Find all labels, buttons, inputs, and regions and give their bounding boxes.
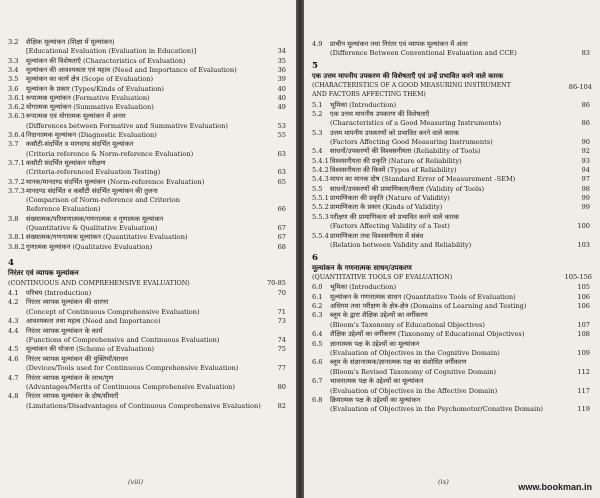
toc-entry-page: 83 <box>581 49 590 58</box>
toc-entry-number: 6.8 <box>312 396 323 404</box>
toc-entry-page: 86 <box>581 100 590 109</box>
toc-entry-text: कसौटी संदर्भित मूल्यांकन परीक्षण <box>26 158 106 167</box>
toc-entry-text: (Bloom's Taxonomy of Educational Objectives) <box>330 320 485 329</box>
toc-entry-text: निरंतर व्यापक मूल्यांकन के लाभ/गुण <box>26 373 114 382</box>
toc-entry-page: 90 <box>581 138 590 146</box>
left-folio: (viii) <box>128 478 143 486</box>
toc-entry-number: 4.5 <box>8 345 19 354</box>
toc-entry-number: 5.4.3 <box>312 175 329 184</box>
toc-entry-number: 6.7 <box>312 377 323 386</box>
toc-entry-page: 65 <box>277 177 286 186</box>
toc-entry-text: परीक्षण की प्रामाणिकता को प्रभावित करने वाले कारक <box>330 212 459 221</box>
toc-entry-number: 6.6 <box>312 358 323 367</box>
toc-entry-text: मापन का मानक दोष (Standard Error of Measurement -SEM) <box>330 175 516 184</box>
toc-entry-page: 77 <box>277 364 286 373</box>
toc-entry-number: 4.4 <box>8 326 19 335</box>
toc-entry-page: 75 <box>277 345 286 354</box>
toc-entry-text: भूमिका (Introduction) <box>330 283 397 292</box>
chapter-number: 5 <box>312 60 318 71</box>
website-watermark: www.bookman.in <box>518 482 592 492</box>
toc-entry-number: 3.6.1 <box>8 93 25 102</box>
toc-entry-number: 3.6 <box>8 84 19 93</box>
toc-entry-number: 3.7.3 <box>8 186 25 195</box>
toc-entry-text: मूल्यांकन की विशेषताएँ (Characteristics of Evaluation) <box>26 56 186 65</box>
toc-entry-page: 34 <box>277 47 286 56</box>
toc-entry-number: 4.3 <box>8 317 19 326</box>
chapter-number: 4 <box>8 257 14 268</box>
toc-entry-number: 6.2 <box>312 302 323 310</box>
toc-entry-text: परिचय (Introduction) <box>26 288 92 297</box>
toc-entry-text: आवश्यकता तथा महत्व (Need and Importance) <box>26 317 161 326</box>
toc-entry-page: 99 <box>581 203 590 212</box>
chapter-page-range: 105-156 <box>564 273 592 282</box>
toc-entry-page: 103 <box>577 240 590 249</box>
toc-entry-page: 109 <box>577 349 590 357</box>
chapter-title-english: (QUANTITATIVE TOOLS OF EVALUATION) <box>312 273 453 282</box>
toc-entry-text: मानक/मानदण्ड संदर्भित मूल्यांकन (Norm-reference Evaluation) <box>26 177 205 186</box>
toc-entry-text: Reference Evaluation) <box>26 205 101 214</box>
chapter-title-english-2: AND FACTORS AFFECTING THEM) <box>312 90 426 98</box>
toc-entry-text: संख्यात्मक/परिमाणात्मक/गणनात्मक व गुणात्मक मूल्यांकन <box>26 214 164 223</box>
left-page <box>0 0 296 498</box>
toc-entry-page: 98 <box>581 184 590 193</box>
toc-entry-text: (Advantages/Merits of Continuous Comprehensive Evaluation) <box>26 382 235 391</box>
toc-entry-text: शैक्षिक उद्देश्यों का वर्गीकरण (Taxonomy of Educational Objectives) <box>330 330 525 339</box>
toc-entry-text: निरंतर व्यापक मूल्यांकन की युक्तियाँ/साधन <box>26 354 128 363</box>
toc-entry-page: 94 <box>581 166 590 175</box>
toc-entry-page: 82 <box>277 401 286 410</box>
toc-entry-number: 3.8 <box>8 214 19 223</box>
toc-entry-number: 5.4 <box>312 147 323 156</box>
toc-entry-page: 63 <box>277 168 286 177</box>
book-gutter <box>296 0 304 498</box>
toc-entry-number: 3.7 <box>8 140 19 149</box>
toc-entry-page: 86 <box>581 119 590 128</box>
toc-entry-text: निरंतर व्यापक मूल्यांकन के दोष/सीमाएँ <box>26 392 119 401</box>
toc-entry-number: 4.1 <box>8 288 19 297</box>
right-folio: (ix) <box>438 478 449 486</box>
toc-entry-text: संख्यात्मक/गणनात्मक मूल्यांकन (Quantitative Evaluation) <box>26 233 188 242</box>
toc-entry-page: 108 <box>577 330 590 339</box>
toc-entry-page: 71 <box>277 307 286 316</box>
toc-entry-page: 40 <box>277 93 286 102</box>
chapter-title-hindi: निरंतर एवं व्यापक मूल्यांकन <box>8 267 79 277</box>
toc-entry-text: (Relation between Validity and Reliability) <box>330 240 472 249</box>
toc-entry-page: 66 <box>277 205 286 214</box>
toc-entry-page: 92 <box>581 147 590 156</box>
toc-entry-number: 5.4.2 <box>312 166 329 175</box>
toc-entry-page: 99 <box>581 194 590 203</box>
toc-entry-page: 117 <box>577 386 590 395</box>
toc-entry-text: (Differences between Formative and Summative Evaluation) <box>26 121 228 130</box>
toc-entry-text: (Criteria-referenced Evaluation Testing) <box>26 168 161 177</box>
toc-entry-text: विश्वसनीयता की किस्में (Types of Reliability) <box>330 166 457 175</box>
toc-entry-page: 106 <box>577 302 590 310</box>
toc-entry-text: (Functions of Comprehensive and Continuous Evaluation) <box>26 335 220 344</box>
chapter-title-english: (CHARACTERISTICS OF A GOOD MEASURING INSTRUMENT <box>312 81 511 89</box>
toc-entry-page: 107 <box>577 320 590 329</box>
toc-entry-text: [Educational Evaluation (Evaluation in Education)] <box>26 47 197 56</box>
toc-entry-text: (Bloom's Revised Taxonomy of Cognitive Domain) <box>330 367 497 376</box>
toc-entry-page: 70 <box>277 288 286 297</box>
toc-entry-text: प्रामाणिकता तथा विश्वसनीयता में संबंध <box>330 231 424 240</box>
toc-entry-number: 6.1 <box>312 292 323 301</box>
toc-entry-text: (Factors Affecting Good Measuring Instruments) <box>330 138 493 146</box>
toc-entry-text: निदानात्मक मूल्यांकन (Diagnostic Evaluation) <box>26 131 157 139</box>
toc-entry-text: शैक्षिक मूल्यांकन (शिक्षा में मूल्यांकन) <box>26 38 115 46</box>
toc-entry-number: 3.2 <box>8 38 19 46</box>
toc-entry-number: 3.6.3 <box>8 112 25 121</box>
chapter-title-hindi: एक उत्तम मापनीय उपकरण की विशेषताएँ एवं उन्हें प्रभावित करने वाले कारक <box>312 71 504 80</box>
toc-entry-number: 3.5 <box>8 75 19 84</box>
toc-entry-text: प्रामाणिकता की प्रकृति (Nature of Validity) <box>330 194 450 203</box>
toc-entry-text: मूल्यांकन की योजना (Scheme of Evaluation) <box>26 345 155 354</box>
toc-entry-text: अधिगम तथा परीक्षण के क्षेत्र-क्षेत्र (Domains of Learning and Testing) <box>330 302 527 310</box>
toc-entry-page: 67 <box>277 233 286 242</box>
toc-entry-number: 3.3 <box>8 56 19 65</box>
right-page <box>304 0 600 498</box>
chapter-number: 6 <box>312 253 318 264</box>
toc-entry-number: 6.5 <box>312 339 323 348</box>
toc-entry-text: (Evaluation of Objectives in the Psychomotor/Conative Domain) <box>330 405 543 414</box>
toc-entry-text: (Criteria reference & Norm-reference Evaluation) <box>26 149 194 158</box>
toc-entry-number: 5.5.4 <box>312 231 329 240</box>
toc-entry-number: 3.7.2 <box>8 177 25 186</box>
toc-entry-text: ब्लूम के संज्ञानात्मक/ज्ञानात्मक पक्ष का संशोधित वर्गीकरण <box>330 358 467 367</box>
toc-entry-page: 49 <box>277 103 286 112</box>
toc-entry-page: 105 <box>577 283 590 292</box>
toc-entry-text: मानदण्ड संदर्भित व कसौटी संदर्भित मूल्यांकन की तुलना <box>26 186 158 195</box>
toc-entry-number: 4.6 <box>8 354 19 363</box>
toc-entry-text: निरंतर व्यापक मूल्यांकन के कार्य <box>26 326 103 335</box>
toc-entry-page: 112 <box>577 367 590 376</box>
toc-entry-text: योगात्मक मूल्यांकन (Summative Evaluation) <box>26 103 154 112</box>
toc-entry-number: 3.8.2 <box>8 242 25 251</box>
toc-entry-page: 93 <box>581 156 590 165</box>
toc-entry-text: प्राचीन मूल्यांकन तथा निरंतर एवं व्यापक मूल्यांकन में अंतर <box>330 40 468 48</box>
toc-entry-page: 80 <box>277 382 286 391</box>
toc-entry-text: विश्वसनीयता की प्रकृति (Nature of Reliability) <box>330 156 462 165</box>
toc-entry-number: 5.2 <box>312 109 323 118</box>
toc-entry-text: साधनों/उपकरणों की प्रामाणिकता/वैधता (Validity of Tools) <box>330 184 485 193</box>
toc-entry-page: 97 <box>581 175 590 184</box>
toc-entry-number: 6.3 <box>312 311 323 320</box>
chapter-page-range: 86-104 <box>568 82 592 91</box>
chapter-page-range: 70-85 <box>266 278 286 287</box>
toc-entry-page: 106 <box>577 292 590 301</box>
toc-entry-text: निरंतर व्यापक मूल्यांकन की धारणा <box>26 298 109 307</box>
toc-entry-text: भूमिका (Introduction) <box>330 100 397 109</box>
toc-entry-page: 55 <box>277 131 286 139</box>
toc-entry-page: 36 <box>277 65 286 74</box>
toc-entry-page: 68 <box>277 242 286 251</box>
toc-entry-text: (Characteristics of a Good Measuring Instruments) <box>330 119 502 128</box>
toc-entry-page: 119 <box>577 405 590 414</box>
toc-entry-text: (Comparison of Norm-reference and Criterion <box>26 196 181 205</box>
toc-entry-page: 35 <box>277 56 286 65</box>
toc-entry-number: 3.6.4 <box>8 131 25 139</box>
toc-entry-text: एक उत्तम मापनीय उपकरण की विशेषताएँ <box>330 109 430 118</box>
toc-entry-text: (Devices/Tools used for Continuous Comprehensive Evaluation) <box>26 364 239 373</box>
chapter-title-english: (CONTINUOUS AND COMPREHENSIVE EVALUATION) <box>8 278 190 287</box>
toc-entry-number: 5.5.2 <box>312 203 329 212</box>
toc-entry-number: 5.4.1 <box>312 156 329 165</box>
toc-entry-text: गुणात्मक मूल्यांकन (Qualitative Evaluation) <box>26 242 153 251</box>
toc-entry-text: क्रियात्मक पक्ष के उद्देश्यों का मूल्यांकन <box>330 396 421 404</box>
toc-entry-text: कसौटी-संदर्भित व मानदण्ड संदर्भित मूल्यांकन <box>26 140 134 149</box>
toc-entry-text: मूल्यांकन की आवश्यकता एवं महत्व (Need and Importance of Evaluation) <box>26 65 237 74</box>
toc-entry-text: भावनात्मक पक्ष के उद्देश्यों का मूल्यांकन <box>330 377 424 386</box>
toc-entry-page: 67 <box>277 224 286 232</box>
toc-entry-number: 4.9 <box>312 40 323 48</box>
toc-entry-text: ब्लूम के द्वारा शैक्षिक उद्देश्यों का वर्गीकरण <box>330 311 428 320</box>
toc-entry-text: मूल्यांकन के गणनात्मक साधन (Quantitative Tools of Evaluation) <box>330 292 516 301</box>
toc-entry-number: 3.7.1 <box>8 158 25 167</box>
toc-entry-text: (Quantitative & Qualitative Evaluation) <box>26 224 158 232</box>
toc-entry-page: 40 <box>277 84 286 93</box>
toc-entry-page: 74 <box>277 335 286 344</box>
toc-entry-text: प्रामाणिकता के प्रकार (Kinds of Validity) <box>330 203 443 212</box>
toc-entry-text: मूल्यांकन के प्रकार (Types/Kinds of Evaluation) <box>26 84 164 93</box>
toc-entry-text: (Limitations/Disadvantages of Continuous Comprehensive Evaluation) <box>26 401 261 410</box>
chapter-title-hindi: मूल्यांकन के गणनात्मक साधन/उपकरण <box>312 263 412 273</box>
toc-entry-page: 39 <box>277 75 286 84</box>
toc-entry-text: मूल्यांकन का कार्य क्षेत्र (Scope of Evaluation) <box>26 75 154 84</box>
toc-entry-number: 4.7 <box>8 373 19 382</box>
toc-entry-text: (Difference Between Conventional Evaluation and CCE) <box>330 49 517 58</box>
toc-entry-number: 5.3 <box>312 128 323 137</box>
toc-entry-number: 3.8.1 <box>8 233 25 242</box>
toc-entry-text: साधनों/उपकरणों की विश्वसनीयता (Reliability of Tools) <box>330 147 481 156</box>
toc-entry-page: 100 <box>577 222 590 231</box>
toc-entry-page: 73 <box>277 317 286 326</box>
toc-entry-number: 4.2 <box>8 298 19 307</box>
toc-entry-text: (Factors Affecting Validity of a Test) <box>330 222 450 231</box>
toc-entry-text: रूपात्मक एवं योगात्मक मूल्यांकन में अन्तर <box>26 112 126 121</box>
toc-entry-number: 5.1 <box>312 100 323 109</box>
toc-entry-page: 63 <box>277 149 286 158</box>
toc-entry-number: 5.5.1 <box>312 194 329 203</box>
toc-entry-number: 6.4 <box>312 330 323 339</box>
toc-entry-number: 5.5.3 <box>312 212 329 221</box>
toc-entry-number: 3.4 <box>8 65 19 74</box>
toc-entry-number: 6.0 <box>312 283 323 292</box>
toc-entry-text: (Concept of Continuous Comprehensive Evaluation) <box>26 307 200 316</box>
toc-entry-text: (Evaluation of Objectives in the Cognitive Domain) <box>330 349 500 357</box>
toc-entry-page: 53 <box>277 121 286 130</box>
toc-entry-number: 4.8 <box>8 392 19 401</box>
toc-entry-text: रूपात्मक मूल्यांकन (Formative Evaluation) <box>26 93 150 102</box>
toc-entry-text: ज्ञानात्मक पक्ष के उद्देश्यों का मूल्यांकन <box>330 339 420 348</box>
toc-entry-number: 5.5 <box>312 184 323 193</box>
toc-entry-text: (Evaluation of Objectives in the Affective Domain) <box>330 386 498 395</box>
toc-entry-number: 3.6.2 <box>8 103 25 112</box>
toc-entry-text: उत्तम मापनीय उपकरणों को प्रभावित करने वाले कारक <box>330 128 459 137</box>
